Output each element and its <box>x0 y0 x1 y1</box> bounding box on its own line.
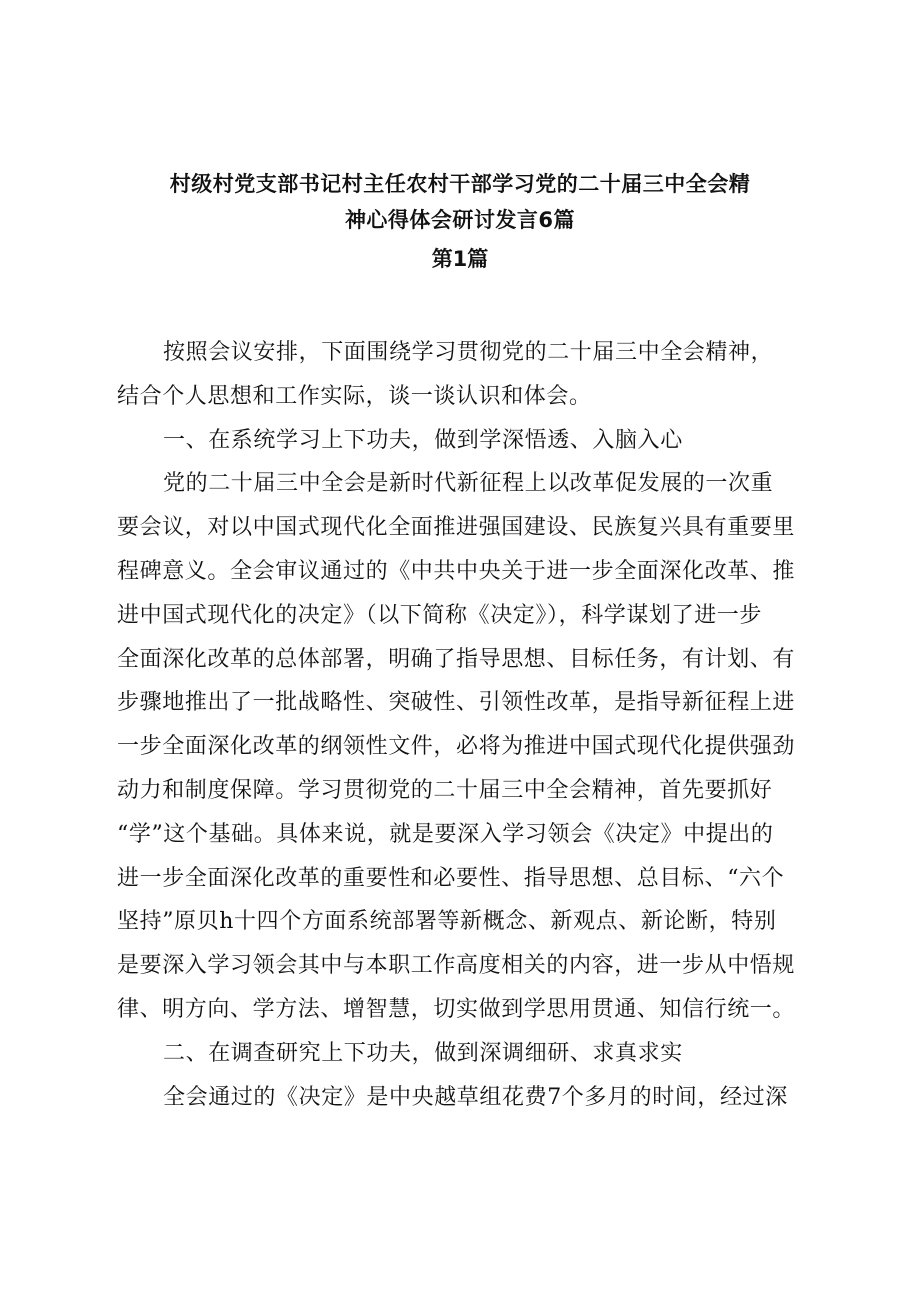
paragraph-line: 步骤地推出了一批战略性、突破性、引领性改革，是指导新征程上进 <box>117 690 796 716</box>
document-title-block <box>0 166 920 277</box>
paragraph-line: 动力和制度保障。学习贯彻党的二十届三中全会精神，首先要抓好 <box>117 777 773 803</box>
document-title-line-1: 村级村党支部书记村主任农村干部学习党的二十届三中全会精 <box>169 172 751 196</box>
paragraph-line: 一步全面深化改革的纲领性文件，必将为推进中国式现代化提供强劲 <box>117 734 796 760</box>
document-body <box>117 331 817 1119</box>
paragraph-line: 进中国式现代化的决定》（以下简称《决定》），科学谋划了进一步 <box>117 602 763 628</box>
document-title-line-2: 神心得体会研讨发言6篇 <box>344 208 576 232</box>
paragraph-line: 坚持”原贝h十四个方面系统部署等新概念、新观点、新论断，特别 <box>117 909 777 935</box>
section-heading-1: 一、在系统学习上下功夫，做到学深悟透、入脑入心 <box>163 427 683 453</box>
paragraph-line: 全会通过的《决定》是中央越草组花费7个多月的时间，经过深 <box>163 1084 788 1110</box>
paragraph-line: 程碑意义。全会审议通过的《中共中央关于进一步全面深化改革、推 <box>117 558 796 584</box>
paragraph-line: 是要深入学习领会其中与本职工作高度相关的内容，进一步从中悟规 <box>117 953 796 979</box>
section-heading-2: 二、在调查研究上下功夫，做到深调细研、求真求实 <box>163 1040 683 1066</box>
section-label: 第1篇 <box>431 247 489 271</box>
paragraph-line: 党的二十届三中全会是新时代新征程上以改革促发展的一次重 <box>163 471 774 497</box>
paragraph-line: 按照会议安排，下面围绕学习贯彻党的二十届三中全会精神， <box>163 340 774 365</box>
paragraph-line: 进一步全面深化改革的重要性和必要性、指导思想、总目标、“六个 <box>117 865 785 891</box>
paragraph-line: 全面深化改革的总体部署，明确了指导思想、目标任务，有计划、有 <box>117 646 796 672</box>
paragraph-line: 律、明方向、学方法、增智慧，切实做到学思用贯通、知信行统一。 <box>117 996 796 1022</box>
paragraph-line: 结合个人思想和工作实际，谈一谈认识和体会。 <box>117 383 592 409</box>
paragraph-line: 要会议，对以中国式现代化全面推进强国建设、民族复兴具有重要里 <box>117 515 796 541</box>
paragraph-line: “学”这个基础。具体来说，就是要深入学习领会《决定》中提出的 <box>117 821 774 847</box>
